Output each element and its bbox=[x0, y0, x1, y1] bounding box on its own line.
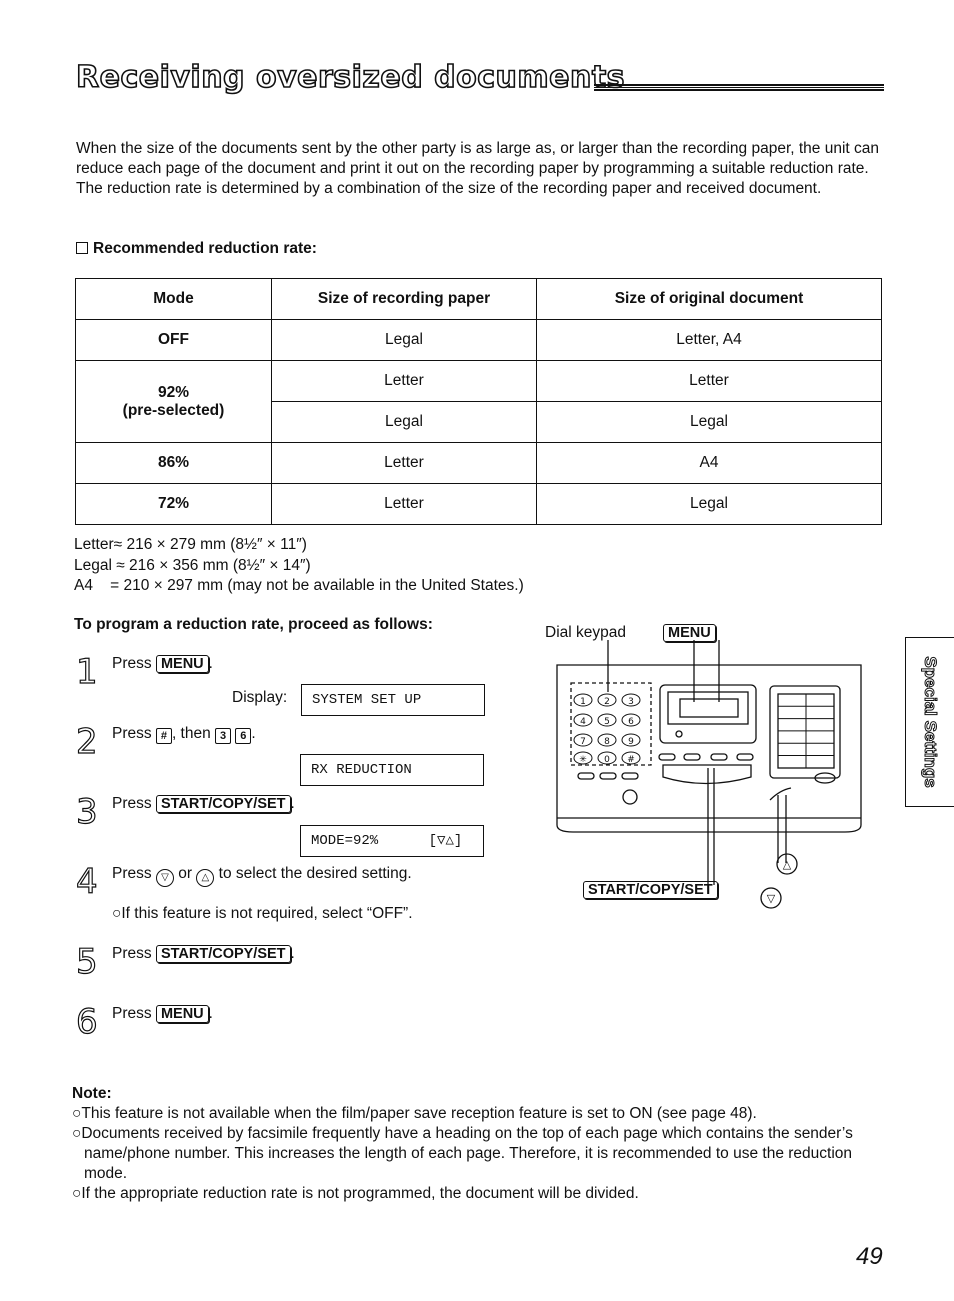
lcd-display: MODE=92% [▽△] bbox=[300, 825, 484, 857]
press-label: Press bbox=[112, 1005, 152, 1022]
page-title: Receiving oversized documents bbox=[76, 60, 626, 95]
press-label: Press bbox=[112, 655, 152, 672]
intro-paragraph: When the size of the documents sent by the other party is as large as, or larger than the recording paper, the unit can reduce each page of the document and print it out on the recording paper by programming a suitable reduction rate. bbox=[76, 140, 880, 177]
cell-paper: Letter bbox=[272, 484, 537, 525]
paper-sizes bbox=[74, 535, 524, 597]
cell-paper: Legal bbox=[272, 320, 537, 361]
start-copy-set-key: START/COPY/SET bbox=[156, 945, 291, 963]
start-copy-set-key: START/COPY/SET bbox=[156, 795, 291, 813]
up-arrow-icon: △ bbox=[196, 869, 214, 887]
page-number: 49 bbox=[856, 1243, 883, 1270]
step-number: 3 bbox=[76, 792, 98, 832]
key-4: 4 bbox=[580, 717, 586, 727]
cell-mode: 86% bbox=[76, 443, 272, 484]
key-star: ✳ bbox=[579, 755, 587, 765]
intro-paragraph: The reduction rate is determined by a combination of the size of the recording paper and received document. bbox=[76, 180, 822, 197]
key-7: 7 bbox=[580, 737, 586, 747]
key-2: 2 bbox=[604, 697, 610, 707]
cell-paper: Legal bbox=[272, 402, 537, 443]
fax-machine-diagram bbox=[545, 640, 875, 920]
down-arrow-icon: ▽ bbox=[156, 869, 174, 887]
or-label: or bbox=[178, 865, 193, 882]
key-6: 6 bbox=[235, 728, 251, 744]
key-6: 6 bbox=[628, 717, 634, 727]
table-row bbox=[76, 320, 882, 361]
press-label: Press bbox=[112, 945, 152, 962]
down-arrow-icon: ▽ bbox=[766, 892, 776, 905]
cell-original: Legal bbox=[537, 484, 882, 525]
step-4-sub: ○If this feature is not required, select “OFF”. bbox=[112, 905, 413, 922]
press-label: Press bbox=[112, 795, 152, 812]
menu-key: MENU bbox=[663, 624, 716, 642]
header-mode: Mode bbox=[76, 279, 272, 320]
note-section bbox=[72, 1084, 892, 1204]
cell-paper: Letter bbox=[272, 443, 537, 484]
key-5: 5 bbox=[604, 717, 610, 727]
step-number: 5 bbox=[76, 942, 98, 982]
reduction-rate-table bbox=[75, 278, 882, 525]
key-0: 0 bbox=[604, 755, 610, 765]
cell-mode: 72% bbox=[76, 484, 272, 525]
then-label: , then bbox=[171, 725, 211, 742]
cell-original: Letter bbox=[537, 361, 882, 402]
checkbox-icon bbox=[76, 242, 88, 254]
step-4-rest: to select the desired setting. bbox=[218, 865, 412, 882]
step-5-text: Press START/COPY/SET . bbox=[112, 945, 295, 962]
table-header-row bbox=[76, 279, 882, 320]
display-label: Display: bbox=[232, 689, 288, 706]
up-arrow-icon: △ bbox=[782, 858, 792, 871]
key-1: 1 bbox=[580, 697, 586, 707]
press-label: Press bbox=[112, 725, 152, 742]
recommended-heading-label: Recommended reduction rate: bbox=[93, 240, 317, 257]
press-label: Press bbox=[112, 865, 152, 882]
key-8: 8 bbox=[604, 737, 610, 747]
lcd-display: RX REDUCTION bbox=[300, 754, 484, 786]
procedure-heading: To program a reduction rate, proceed as follows: bbox=[74, 616, 433, 633]
menu-key: MENU bbox=[156, 1005, 209, 1023]
menu-key: MENU bbox=[156, 655, 209, 673]
cell-paper: Letter bbox=[272, 361, 537, 402]
size-letter: Letter≈ 216 × 279 mm (8½″ × 11″) bbox=[74, 536, 307, 553]
table-row bbox=[76, 361, 882, 402]
table-row bbox=[76, 443, 882, 484]
cell-mode bbox=[76, 361, 272, 443]
cell-mode: OFF bbox=[76, 320, 272, 361]
mode-note: (pre-selected) bbox=[122, 401, 225, 419]
note-item: ○Documents received by facsimile frequently have a heading on the top of each page which contains the sender’s name/phone number. This increases the length of each page. Therefore, it is recommended to use the reduction mode. bbox=[72, 1125, 853, 1182]
header-original-document: Size of original document bbox=[537, 279, 882, 320]
step-number: 2 bbox=[76, 722, 98, 762]
cell-original: Letter, A4 bbox=[537, 320, 882, 361]
step-number: 6 bbox=[76, 1002, 98, 1042]
cell-original: Legal bbox=[537, 402, 882, 443]
step-4-text bbox=[112, 865, 412, 887]
key-3: 3 bbox=[215, 728, 231, 744]
key-9: 9 bbox=[628, 737, 634, 747]
note-item: ○If the appropriate reduction rate is not programmed, the document will be divided. bbox=[72, 1185, 639, 1202]
table-row bbox=[76, 484, 882, 525]
section-tab-label: Special Settings bbox=[921, 656, 940, 788]
intro-text bbox=[76, 139, 886, 199]
cell-original: A4 bbox=[537, 443, 882, 484]
recommended-heading bbox=[76, 240, 317, 258]
step-1-text: Press MENU . bbox=[112, 655, 213, 672]
section-tab bbox=[905, 637, 954, 807]
note-item: ○This feature is not available when the film/paper save reception feature is set to ON (see page 48). bbox=[72, 1105, 757, 1122]
step-3-text: Press START/COPY/SET . bbox=[112, 795, 295, 812]
size-a4: A4 = 210 × 297 mm (may not be available in the United States.) bbox=[74, 577, 524, 594]
title-rule bbox=[594, 84, 884, 91]
note-heading: Note: bbox=[72, 1085, 112, 1102]
key-hash: # bbox=[627, 755, 635, 765]
hash-key: # bbox=[156, 728, 172, 744]
lcd-display: SYSTEM SET UP bbox=[301, 684, 485, 716]
header-recording-paper: Size of recording paper bbox=[272, 279, 537, 320]
size-legal: Legal ≈ 216 × 356 mm (8½″ × 14″) bbox=[74, 556, 311, 574]
key-3: 3 bbox=[628, 697, 634, 707]
mode-value: 92% bbox=[157, 383, 190, 401]
step-2-text: Press # , then 3 6 . bbox=[112, 725, 256, 742]
dial-keypad-label: Dial keypad bbox=[545, 624, 626, 641]
start-copy-set-key: START/COPY/SET bbox=[583, 881, 718, 899]
step-number: 4 bbox=[76, 862, 98, 902]
step-number: 1 bbox=[76, 652, 98, 692]
step-6-text: Press MENU . bbox=[112, 1005, 213, 1022]
